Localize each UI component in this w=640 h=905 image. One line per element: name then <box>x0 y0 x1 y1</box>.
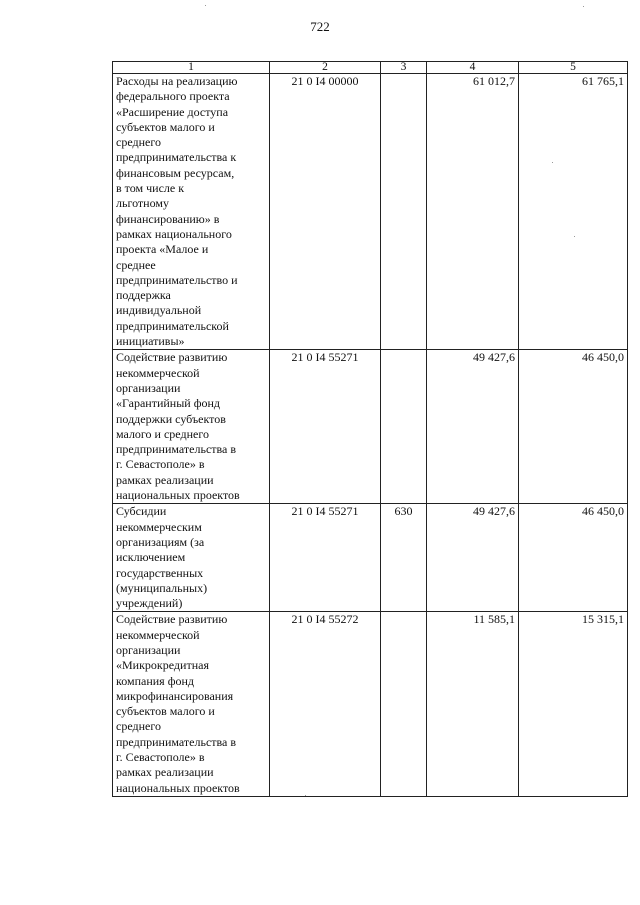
row-expense-type: 630 <box>381 504 427 612</box>
row-code: 21 0 I4 55272 <box>270 612 381 797</box>
column-header-1: 1 <box>113 62 270 74</box>
table-row <box>113 504 628 612</box>
scan-speck <box>574 236 575 237</box>
row-description: Субсидии некоммерческим организациям (за исключением государственных (муниципальных) учреждений) <box>113 504 270 612</box>
table-row <box>113 350 628 504</box>
scan-speck <box>205 5 206 6</box>
row-value-4: 49 427,6 <box>427 504 519 612</box>
table-row <box>113 74 628 350</box>
row-value-5: 46 450,0 <box>519 504 628 612</box>
row-value-5: 46 450,0 <box>519 350 628 504</box>
row-code: 21 0 I4 00000 <box>270 74 381 350</box>
row-value-4: 61 012,7 <box>427 74 519 350</box>
column-header-4: 4 <box>427 62 519 74</box>
row-code: 21 0 I4 55271 <box>270 504 381 612</box>
row-description: Содействие развитию некоммерческой организации «Микрокредитная компания фонд микрофинансирования субъектов малого и среднего предпринимательства в г. Севастополе» в рамках реализации национальных проектов <box>113 612 270 797</box>
column-header-2: 2 <box>270 62 381 74</box>
budget-table <box>112 61 628 797</box>
row-value-4: 49 427,6 <box>427 350 519 504</box>
column-header-5: 5 <box>519 62 628 74</box>
row-code: 21 0 I4 55271 <box>270 350 381 504</box>
row-description: Расходы на реализацию федерального проекта «Расширение доступа субъектов малого и среднего предпринимательства к финансовым ресурсам, в том числе к льготному финансированию» в рамках национального проекта «Малое и среднее предпринимательство и поддержка индивидуальной предпринимательской инициативы» <box>113 74 270 350</box>
table-row <box>113 612 628 797</box>
row-expense-type <box>381 612 427 797</box>
row-expense-type <box>381 74 427 350</box>
page-number: 722 <box>310 19 330 34</box>
row-value-4: 11 585,1 <box>427 612 519 797</box>
row-description: Содействие развитию некоммерческой организации «Гарантийный фонд поддержки субъектов малого и среднего предпринимательства в г. Севастополе» в рамках реализации национальных проектов <box>113 350 270 504</box>
scan-speck <box>552 162 553 163</box>
row-value-5: 61 765,1 <box>519 74 628 350</box>
scan-speck <box>305 795 306 796</box>
row-value-5: 15 315,1 <box>519 612 628 797</box>
scan-speck <box>583 6 584 7</box>
table-header-row <box>113 62 628 74</box>
column-header-3: 3 <box>381 62 427 74</box>
row-expense-type <box>381 350 427 504</box>
